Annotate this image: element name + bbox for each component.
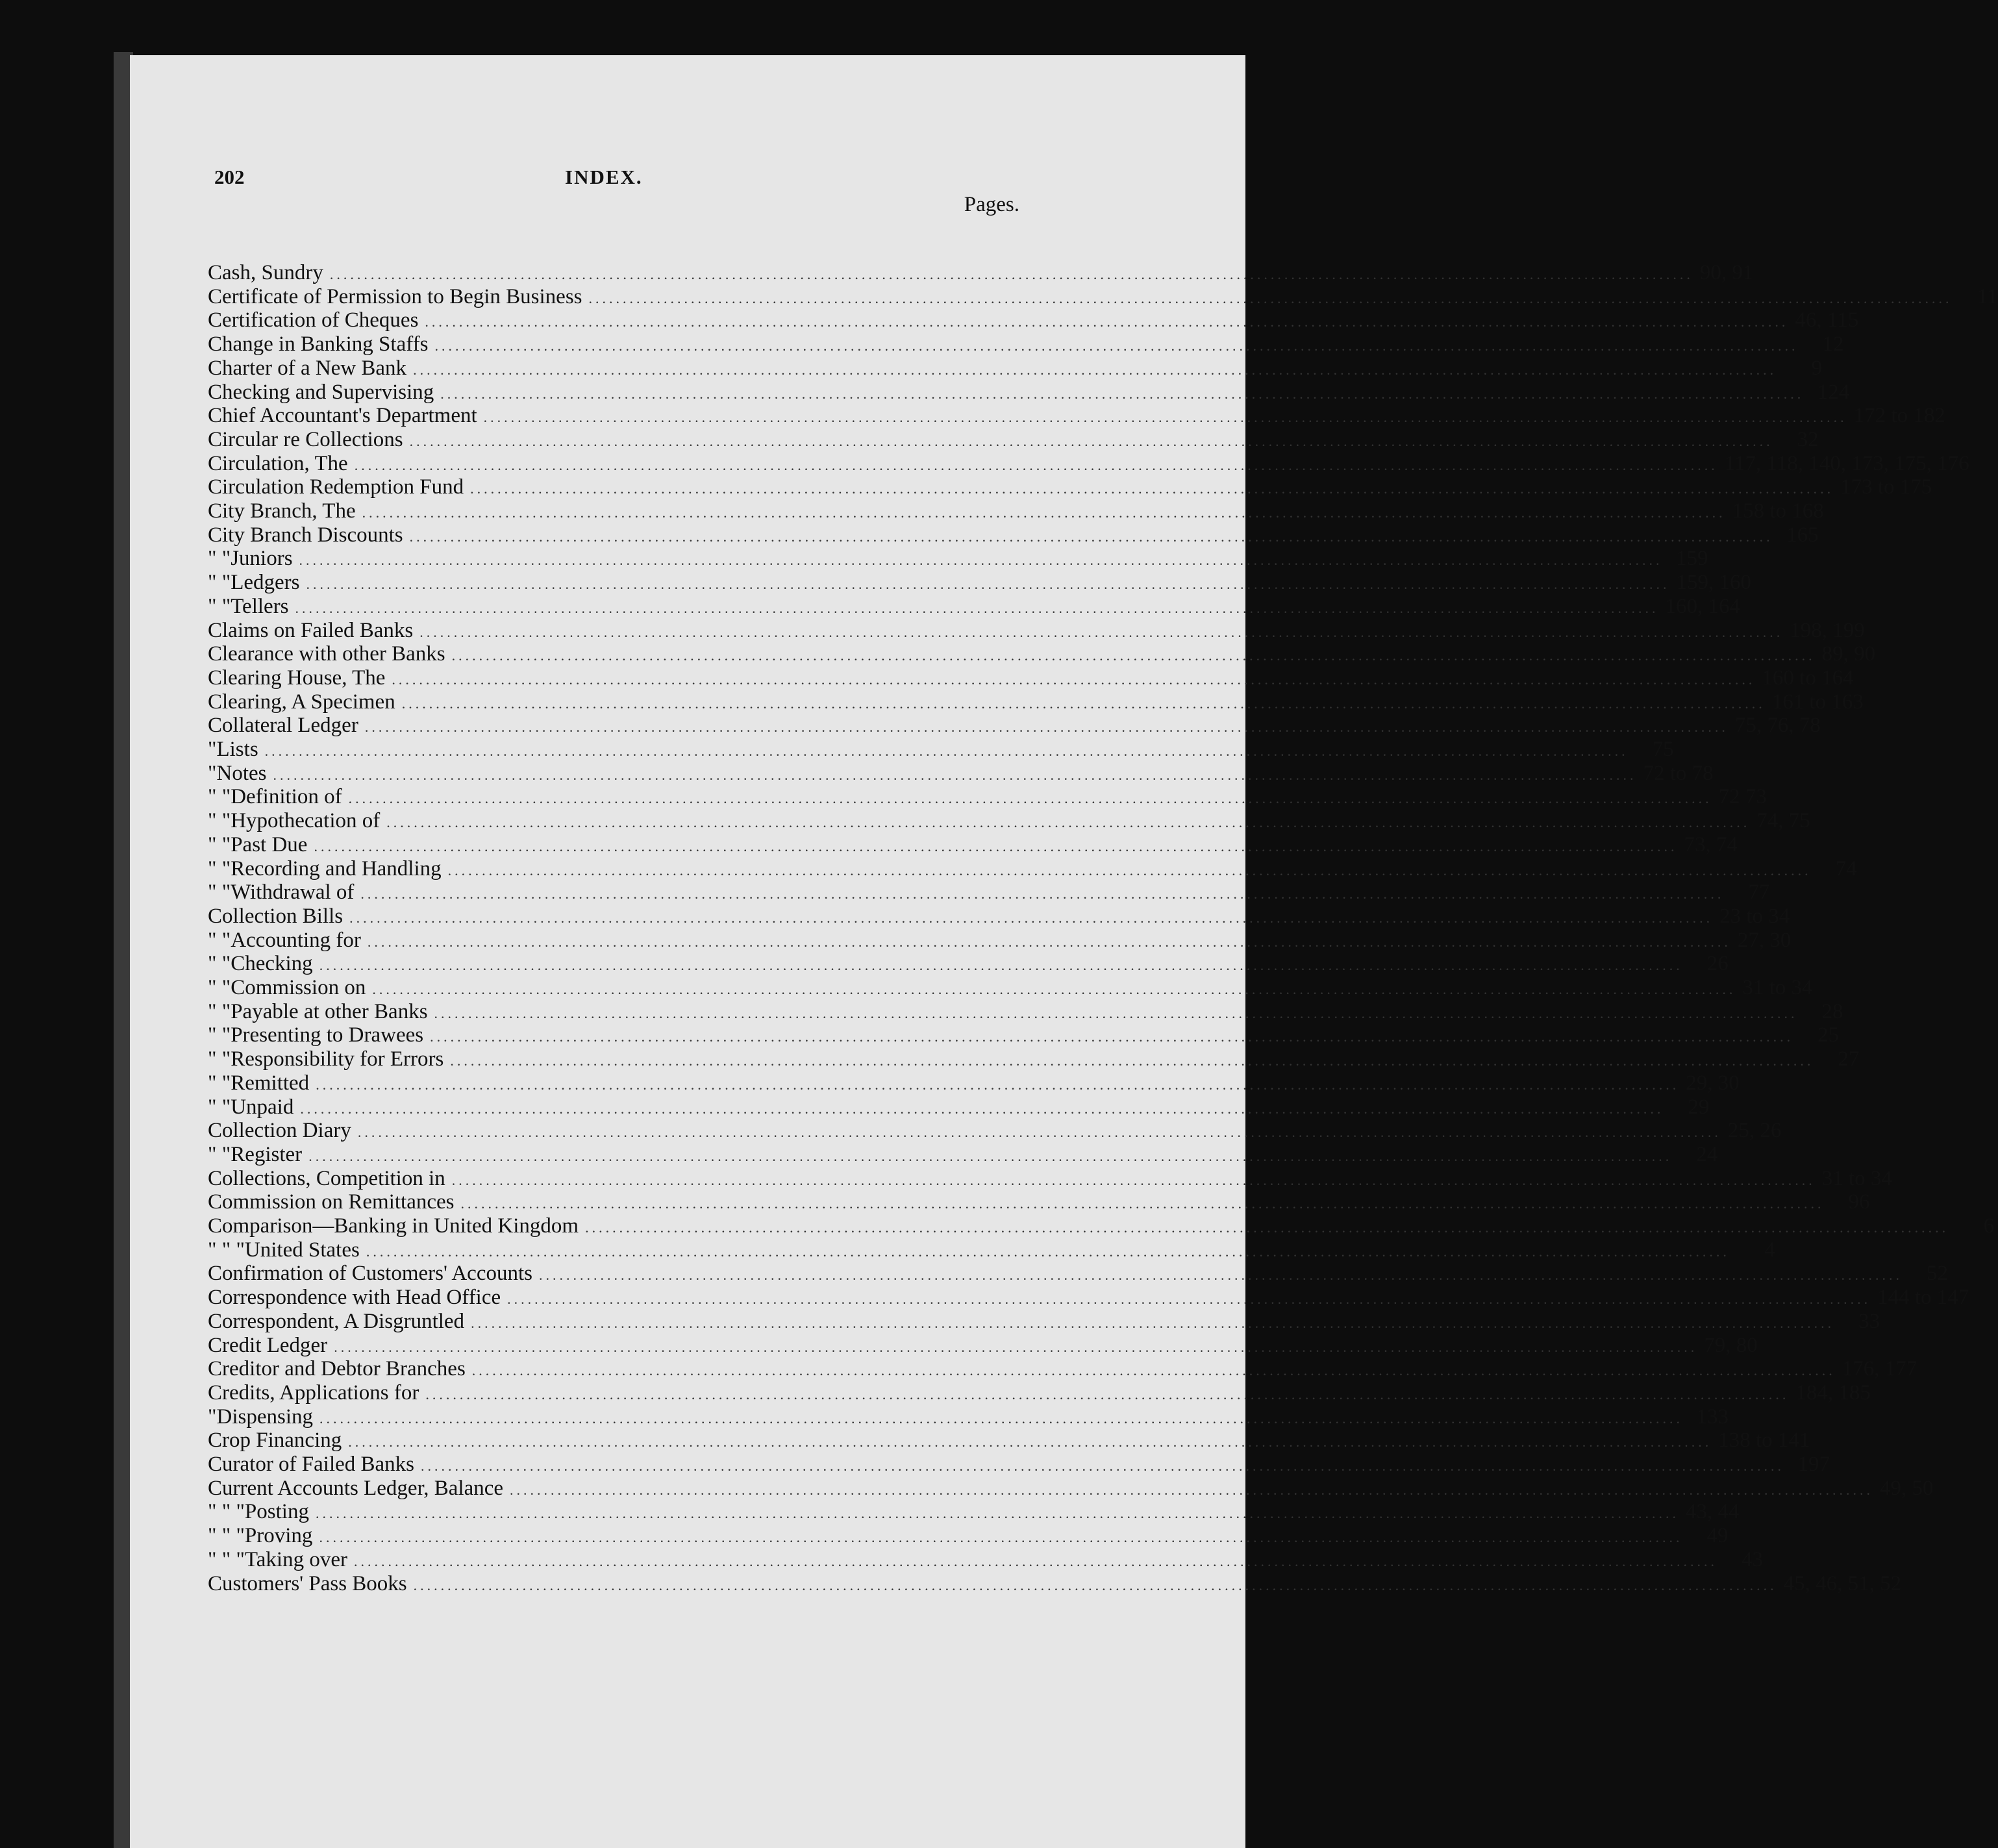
- entry-term: Juniors: [231, 547, 293, 570]
- leader-dots: ........................................................................................................................................................................................................: [349, 910, 1714, 926]
- leader-dots: ........................................................................................................................................................................................................: [413, 362, 1777, 378]
- entry-term: Change in Banking Staffs: [208, 332, 429, 356]
- entry-pages: 72 73: [1718, 785, 1767, 808]
- index-entry: [208, 1238, 1775, 1262]
- leader-dots: ........................................................................................................................................................................................................: [316, 1077, 1680, 1093]
- entry-pages: 198, 199: [1790, 619, 1865, 642]
- entry-pages: 75: [1652, 738, 1674, 761]
- entry-pages: 75, 76, 78: [1734, 714, 1821, 737]
- entry-term: Ledgers: [231, 571, 300, 594]
- entry-pages: 176, 177: [1842, 1357, 1917, 1380]
- leader-dots: ........................................................................................................................................................................................................: [299, 552, 1663, 568]
- ditto-mark: " ": [208, 595, 231, 618]
- entry-pages: 124: [1817, 381, 1850, 404]
- index-entry: [208, 1429, 1810, 1452]
- ditto-mark: " ": [208, 571, 231, 594]
- index-entry: [208, 1524, 1729, 1547]
- index-entry: [208, 475, 1932, 499]
- entry-pages: 138 to 141: [1718, 1429, 1810, 1452]
- index-entry: [208, 714, 1821, 737]
- entry-term: Posting: [244, 1500, 309, 1523]
- index-entry: [208, 809, 1810, 832]
- entry-term: Presenting to Drawees: [231, 1023, 424, 1047]
- entry-term: Recording and Handling: [231, 857, 442, 880]
- ditto-mark: " ": [208, 1071, 231, 1095]
- entry-term: Claims on Failed Banks: [208, 619, 414, 642]
- entry-pages: 27, 30: [1737, 929, 1792, 952]
- index-entry: [208, 1167, 1892, 1190]
- entry-term: Correspondence with Head Office: [208, 1286, 501, 1309]
- leader-dots: ........................................................................................................................................................................................................: [348, 790, 1712, 806]
- entry-term: Collections, Competition in: [208, 1167, 445, 1190]
- leader-dots: ........................................................................................................................................................................................................: [372, 981, 1736, 997]
- entry-pages: 173 to 175: [1840, 475, 1932, 499]
- leader-dots: ........................................................................................................................................................................................................: [409, 433, 1773, 449]
- entry-term: Accounting for: [231, 929, 361, 952]
- leader-dots: ........................................................................................................................................................................................................: [450, 1053, 1814, 1069]
- entry-pages: 72 to 78: [1643, 762, 1714, 785]
- index-entry: [208, 952, 1729, 975]
- index-entry: [208, 1262, 1948, 1285]
- entry-pages: 49: [1706, 1524, 1729, 1547]
- index-entry: [208, 1071, 1740, 1095]
- index-entry: [208, 1572, 1902, 1595]
- leader-dots: ........................................................................................................................................................................................................: [421, 1458, 1785, 1474]
- leader-dots: ........................................................................................................................................................................................................: [319, 1410, 1683, 1427]
- index-entry: [208, 1286, 1969, 1309]
- index-entry: [208, 642, 1876, 666]
- leader-dots: ........................................................................................................................................................................................................: [348, 1434, 1712, 1450]
- index-entry: [208, 857, 1857, 880]
- leader-dots: ........................................................................................................................................................................................................: [353, 1553, 1717, 1569]
- entry-term: Payable at other Banks: [231, 1000, 428, 1023]
- ditto-mark: ": [208, 1405, 217, 1429]
- entry-term: Collateral Ledger: [208, 714, 358, 737]
- ditto-mark: " " ": [208, 1524, 245, 1547]
- index-entry: [208, 1310, 1880, 1333]
- entry-term: Checking: [231, 952, 313, 975]
- index-entry: [208, 666, 1854, 690]
- index-entry: [208, 880, 1770, 904]
- entry-pages: 31 to 34: [1821, 1167, 1892, 1190]
- entry-pages: 31 to 34: [1742, 976, 1813, 999]
- leader-dots: ........................................................................................................................................................................................................: [460, 1195, 1825, 1212]
- leader-dots: ........................................................................................................................................................................................................: [425, 1386, 1790, 1403]
- ditto-mark: " ": [208, 1095, 231, 1119]
- entry-pages: 11: [1977, 285, 1998, 308]
- index-entry: [208, 428, 1819, 451]
- entry-pages: 43: [1741, 1548, 1763, 1571]
- entry-pages: 24: [1696, 1143, 1718, 1166]
- entry-term: Credits, Applications for: [208, 1381, 419, 1405]
- entry-term: Responsibility for Errors: [231, 1047, 444, 1071]
- entry-term: Confirmation of Customers' Accounts: [208, 1262, 532, 1285]
- entry-term: Proving: [244, 1524, 313, 1547]
- leader-dots: ........................................................................................................................................................................................................: [366, 1243, 1730, 1260]
- index-entry: [208, 1334, 1758, 1357]
- index-entry: [208, 905, 1790, 928]
- ditto-mark: " ": [208, 547, 231, 570]
- entry-pages: 77: [1748, 880, 1770, 904]
- entry-term: Unpaid: [231, 1095, 294, 1119]
- leader-dots: ........................................................................................................................................................................................................: [360, 886, 1725, 902]
- ditto-mark: " " ": [208, 1548, 245, 1571]
- running-head: INDEX.: [565, 166, 643, 188]
- entry-pages: 158 to 168: [1732, 499, 1824, 523]
- entry-pages: 117, 118, 140, 173, 175, 176: [1724, 452, 1969, 475]
- index-entry: [208, 1119, 1782, 1142]
- leader-dots: ........................................................................................................................................................................................................: [386, 814, 1751, 830]
- leader-dots: ........................................................................................................................................................................................................: [588, 290, 1953, 306]
- entry-term: Current Accounts Ledger, Balance: [208, 1477, 504, 1500]
- index-entry: [208, 499, 1824, 523]
- index-entry: [208, 356, 1823, 380]
- entry-term: Collection Diary: [208, 1119, 351, 1142]
- index-entry: [208, 452, 1969, 475]
- ditto-mark: " ": [208, 1047, 231, 1071]
- leader-dots: ........................................................................................................................................................................................................: [364, 719, 1729, 735]
- entry-term: Clearing House, The: [208, 666, 386, 690]
- index-entry: [208, 571, 1751, 594]
- entry-term: Taking over: [244, 1548, 347, 1571]
- entry-term: Certificate of Permission to Begin Business: [208, 285, 582, 308]
- index-entry: [208, 547, 1708, 570]
- entry-term: Dispensing: [216, 1405, 313, 1429]
- leader-dots: ........................................................................................................................................................................................................: [273, 767, 1637, 783]
- entry-pages: 46, 115: [1795, 308, 1859, 332]
- entry-term: Chief Accountant's Department: [208, 404, 477, 427]
- leader-dots: ........................................................................................................................................................................................................: [300, 1101, 1664, 1117]
- entry-term: Cash, Sundry: [208, 261, 323, 284]
- entry-term: Certification of Cheques: [208, 308, 419, 332]
- index-entry: [208, 523, 1819, 547]
- entry-term: Hypothecation of: [231, 809, 381, 832]
- entry-pages: 32: [1797, 428, 1819, 451]
- leader-dots: ........................................................................................................................................................................................................: [334, 1339, 1698, 1355]
- entry-term: Clearing, A Specimen: [208, 690, 395, 714]
- entry-pages: 160, 164: [1665, 595, 1741, 618]
- entry-pages: 184, 185: [1795, 1381, 1871, 1405]
- ditto-mark: " ": [208, 833, 231, 856]
- ditto-mark: " ": [208, 929, 231, 952]
- ditto-mark: " ": [208, 1023, 231, 1047]
- page-header: [214, 166, 1019, 216]
- entry-term: Withdrawal of: [231, 880, 355, 904]
- index-entry: [208, 976, 1813, 999]
- entry-term: Notes: [216, 762, 267, 785]
- ditto-mark: ": [208, 762, 217, 785]
- leader-dots: ........................................................................................................................................................................................................: [585, 1219, 1949, 1236]
- index-entry: [208, 929, 1792, 952]
- index-entry: [208, 381, 1850, 404]
- entry-term: Clearance with other Banks: [208, 642, 445, 666]
- entry-pages: 33: [1858, 1310, 1880, 1333]
- entry-term: Circulation Redemption Fund: [208, 475, 464, 499]
- leader-dots: ........................................................................................................................................................................................................: [357, 1124, 1721, 1140]
- index-entry: [208, 1023, 1840, 1047]
- leader-dots: ........................................................................................................................................................................................................: [354, 457, 1718, 473]
- entry-pages: 29: [1688, 1095, 1710, 1119]
- index-entry: [208, 690, 1864, 714]
- entry-pages: 4: [1764, 1238, 1775, 1262]
- leader-dots: ........................................................................................................................................................................................................: [295, 600, 1659, 616]
- entry-pages: 23 to 34: [1719, 905, 1790, 928]
- entry-pages: 6: [1983, 1214, 1995, 1238]
- entry-pages: 9: [1811, 356, 1823, 380]
- ditto-mark: " ": [208, 880, 231, 904]
- entry-pages: 144 to 147: [1877, 1286, 1969, 1309]
- entry-pages: 165: [1786, 523, 1819, 547]
- entry-term: Curator of Failed Banks: [208, 1453, 415, 1476]
- entry-term: Correspondent, A Disgruntled: [208, 1310, 465, 1333]
- leader-dots: ........................................................................................................................................................................................................: [314, 838, 1678, 855]
- entry-pages: 79, 80: [1704, 1334, 1758, 1357]
- ditto-mark: " ": [208, 857, 231, 880]
- entry-pages: 28: [1821, 1000, 1843, 1023]
- index-entry: [208, 738, 1674, 761]
- ditto-mark: " ": [208, 785, 231, 808]
- entry-pages: 90, 91: [1699, 261, 1754, 284]
- entry-term: City Branch, The: [208, 499, 356, 523]
- leader-dots: ........................................................................................................................................................................................................: [434, 338, 1799, 354]
- page-number: 202: [214, 166, 245, 188]
- leader-dots: ........................................................................................................................................................................................................: [315, 1505, 1679, 1521]
- index-entry: [208, 1453, 1830, 1476]
- entry-term: Commission on Remittances: [208, 1190, 455, 1214]
- entry-term: Charter of a New Bank: [208, 356, 407, 380]
- pages-column-header: Pages.: [964, 193, 1019, 216]
- leader-dots: ........................................................................................................................................................................................................: [367, 934, 1731, 950]
- entry-term: Past Due: [231, 833, 308, 856]
- entry-term: Credit Ledger: [208, 1334, 328, 1357]
- ditto-mark: " " ": [208, 1500, 245, 1523]
- index-entry: [208, 261, 1754, 284]
- leader-dots: ........................................................................................................................................................................................................: [308, 1148, 1673, 1164]
- leader-dots: ........................................................................................................................................................................................................: [483, 409, 1847, 425]
- leader-dots: ........................................................................................................................................................................................................: [329, 266, 1693, 282]
- index-entry: [208, 1214, 1995, 1238]
- entry-pages: 73, 74: [1684, 833, 1738, 856]
- leader-dots: ........................................................................................................................................................................................................: [409, 529, 1773, 545]
- index-entry: [208, 762, 1714, 785]
- entry-term: Tellers: [231, 595, 289, 618]
- leader-dots: ........................................................................................................................................................................................................: [470, 481, 1834, 497]
- index-entry: [208, 308, 1859, 332]
- entry-pages: 52: [1926, 1262, 1948, 1285]
- leader-dots: ........................................................................................................................................................................................................: [471, 1315, 1835, 1331]
- entry-term: Customers' Pass Books: [208, 1572, 407, 1595]
- entry-pages: 172 to 182: [1853, 404, 1945, 427]
- leader-dots: ........................................................................................................................................................................................................: [392, 671, 1756, 688]
- entry-pages: 197: [1797, 1453, 1830, 1476]
- entry-term: Circular re Collections: [208, 428, 403, 451]
- ditto-mark: " ": [208, 952, 231, 975]
- index-entry: [208, 404, 1945, 427]
- index-entry: [208, 1357, 1917, 1380]
- ditto-mark: " ": [208, 1000, 231, 1023]
- index-entry: [208, 332, 1844, 356]
- leader-dots: ........................................................................................................................................................................................................: [413, 1577, 1777, 1593]
- index-entry: [208, 1405, 1729, 1429]
- leader-dots: ........................................................................................................................................................................................................: [430, 1029, 1794, 1045]
- entry-term: Remitted: [231, 1071, 310, 1095]
- entry-term: United States: [244, 1238, 360, 1262]
- leader-dots: ........................................................................................................................................................................................................: [447, 862, 1812, 879]
- entry-pages: 29, 30: [1686, 1071, 1740, 1095]
- leader-dots: ........................................................................................................................................................................................................: [264, 743, 1629, 759]
- entry-pages: 74: [1835, 857, 1857, 880]
- leader-dots: ........................................................................................................................................................................................................: [471, 1362, 1836, 1379]
- entry-term: Checking and Supervising: [208, 381, 434, 404]
- ditto-mark: " ": [208, 809, 231, 832]
- index-entry: [208, 285, 1998, 308]
- entry-pages: 25, 26: [1727, 1119, 1782, 1142]
- leader-dots: ........................................................................................................................................................................................................: [434, 1005, 1798, 1021]
- leader-dots: ........................................................................................................................................................................................................: [451, 647, 1816, 664]
- entry-pages: 159, 160: [1676, 571, 1751, 594]
- leader-dots: ........................................................................................................................................................................................................: [510, 1482, 1874, 1498]
- ditto-mark: " " ": [208, 1238, 245, 1262]
- entry-pages: 43, 44: [1685, 1500, 1740, 1523]
- entry-term: Crop Financing: [208, 1429, 342, 1452]
- index-entry: [208, 833, 1738, 856]
- entry-pages: 159: [1676, 547, 1708, 570]
- leader-dots: ........................................................................................................................................................................................................: [401, 695, 1766, 712]
- index-entry: [208, 619, 1865, 642]
- entry-pages: 96: [1848, 1190, 1870, 1214]
- index-entry: [208, 1095, 1710, 1119]
- entry-term: Lists: [216, 738, 258, 761]
- entry-pages: 89, 90: [1821, 642, 1876, 666]
- index-entry: [208, 1190, 1870, 1214]
- leader-dots: ........................................................................................................................................................................................................: [319, 1529, 1683, 1545]
- leader-dots: ........................................................................................................................................................................................................: [425, 314, 1789, 330]
- ditto-mark: " ": [208, 1143, 231, 1166]
- entry-pages: 160 to 164: [1762, 666, 1854, 690]
- entry-pages: 133: [1696, 1405, 1729, 1429]
- entry-term: Comparison—Banking in United Kingdom: [208, 1214, 579, 1238]
- leader-dots: ........................................................................................................................................................................................................: [419, 624, 1784, 640]
- entry-pages: 12: [1822, 332, 1844, 356]
- leader-dots: ........................................................................................................................................................................................................: [362, 505, 1726, 521]
- leader-dots: ........................................................................................................................................................................................................: [306, 576, 1670, 592]
- entry-term: Definition of: [231, 785, 342, 808]
- entry-pages: 74, 75: [1756, 809, 1810, 832]
- entry-pages: 25: [1817, 1023, 1840, 1047]
- entry-term: Circulation, The: [208, 452, 348, 475]
- index-entry: [208, 1047, 1860, 1071]
- entry-term: Commission on: [231, 976, 366, 999]
- index-entry: [208, 785, 1767, 808]
- leader-dots: ........................................................................................................................................................................................................: [319, 957, 1683, 973]
- index-entry: [208, 1500, 1740, 1523]
- entry-term: Creditor and Debtor Branches: [208, 1357, 466, 1380]
- leader-dots: ........................................................................................................................................................................................................: [538, 1267, 1903, 1283]
- entry-pages: 27: [1838, 1047, 1860, 1071]
- leader-dots: ........................................................................................................................................................................................................: [440, 386, 1804, 402]
- entry-pages: 45, 46, 51, 52: [1783, 1572, 1902, 1595]
- entry-term: City Branch Discounts: [208, 523, 403, 547]
- entry-pages: 49, 50: [1880, 1477, 1934, 1500]
- entry-pages: 161 to 163: [1771, 690, 1864, 714]
- leader-dots: ........................................................................................................................................................................................................: [451, 1172, 1816, 1188]
- index-entry: [208, 1548, 1763, 1571]
- index-entry: [208, 1143, 1718, 1166]
- ditto-mark: " ": [208, 976, 231, 999]
- index-entry: [208, 1000, 1843, 1023]
- entry-term: Register: [231, 1143, 303, 1166]
- ditto-mark: ": [208, 738, 217, 761]
- index-entry: [208, 1477, 1934, 1500]
- entry-term: Collection Bills: [208, 905, 343, 928]
- index-entry: [208, 1381, 1871, 1405]
- entry-pages: 26: [1706, 952, 1729, 975]
- index-entry: [208, 595, 1741, 618]
- leader-dots: ........................................................................................................................................................................................................: [507, 1291, 1871, 1307]
